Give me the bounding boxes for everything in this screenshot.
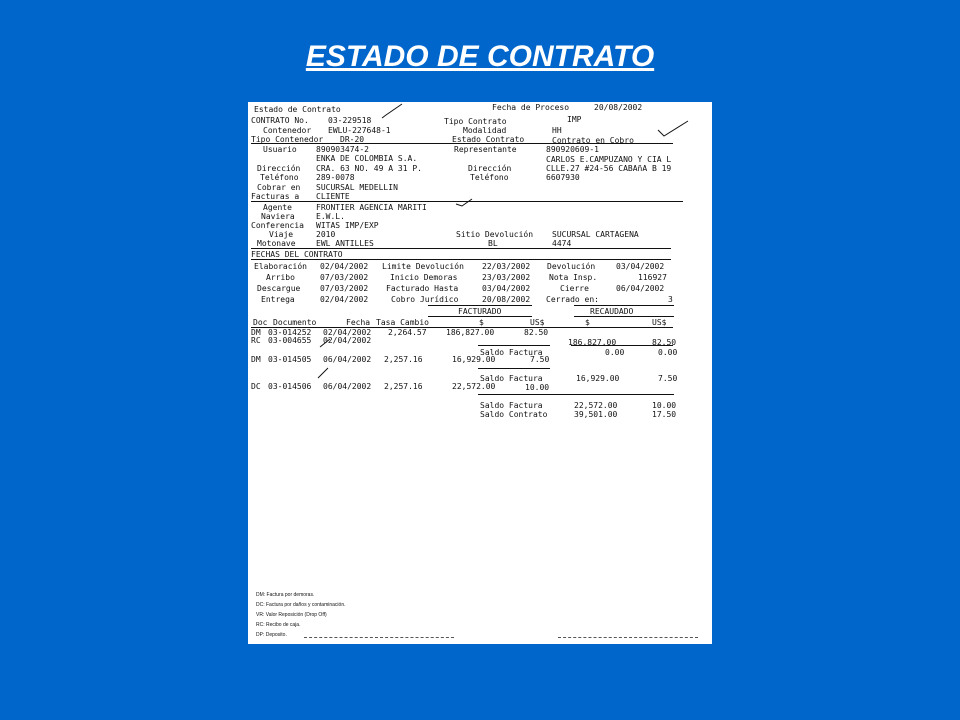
doc-heading: Estado de Contrato xyxy=(254,105,341,114)
facturado-rule xyxy=(428,305,532,306)
row-num: 03-004655 xyxy=(268,336,312,345)
row-doc: RC xyxy=(251,336,261,345)
row-fac-usd: 7.50 xyxy=(530,355,550,364)
conferencia-label: Conferencia xyxy=(251,221,304,230)
row-num: 03-014505 xyxy=(268,355,312,364)
contenedor-value: EWLU-227648-1 xyxy=(328,126,391,135)
legend-item: DC: Factura por daños y contaminación. xyxy=(256,602,346,608)
motonave-label: Motonave xyxy=(257,239,296,248)
cobrar-label: Cobrar en xyxy=(257,183,301,192)
divider xyxy=(478,368,550,369)
col-usd: US$ xyxy=(530,318,545,327)
tipo-contenedor-label: Tipo Contenedor xyxy=(251,135,324,144)
legend-item: DP: Deposito. xyxy=(256,632,287,638)
cobrar-value: SUCURSAL MEDELLIN xyxy=(316,183,398,192)
facturas-label: Facturas a xyxy=(251,192,300,201)
facturas-value: CLIENTE xyxy=(316,192,350,201)
facturado-hasta-value: 03/04/2002 xyxy=(482,284,531,293)
inicio-label: Inicio Demoras xyxy=(390,273,458,282)
contract-document xyxy=(248,102,712,644)
row-fac-usd: 10.00 xyxy=(525,383,550,392)
arribo-value: 07/03/2002 xyxy=(320,273,369,282)
fechas-heading: FECHAS DEL CONTRATO xyxy=(251,250,343,259)
modalidad-value: HH xyxy=(552,126,562,135)
saldo-usd: 0.00 xyxy=(658,348,678,357)
agente-value: FRONTIER AGENCIA MARITI xyxy=(316,203,427,212)
devolucion-label: Devolución xyxy=(547,262,596,271)
row-fecha: 02/04/2002 xyxy=(323,336,372,345)
legend-item: RC: Recibo de caja. xyxy=(256,622,301,628)
arribo-label: Arribo xyxy=(266,273,295,282)
direccion2-value: CLLE.27 #24-56 CABAñA B 19 xyxy=(546,164,672,173)
row-doc: DC xyxy=(251,382,261,391)
usuario-nombre: ENKA DE COLOMBIA S.A. xyxy=(316,154,418,163)
legend-item: DM: Factura por demoras. xyxy=(256,592,315,598)
saldo-label: Saldo Factura xyxy=(480,401,543,410)
representante-label: Representante xyxy=(454,145,517,154)
divider xyxy=(571,345,673,346)
representante-id: 890920609-1 xyxy=(546,145,599,154)
entrega-value: 02/04/2002 xyxy=(320,295,369,304)
descargue-label: Descargue xyxy=(257,284,301,293)
recaudado-heading: RECAUDADO xyxy=(590,307,634,316)
tipo-contrato-value: IMP xyxy=(567,115,582,124)
recaudado-rule xyxy=(574,305,674,306)
saldo-usd: 7.50 xyxy=(658,374,678,383)
facturado-rule xyxy=(428,316,532,317)
usuario-label: Usuario xyxy=(263,145,297,154)
telefono-value: 289-0078 xyxy=(316,173,355,182)
row-fac-usd: 82.50 xyxy=(524,328,549,337)
sitio-label: Sitio Devolución xyxy=(456,230,534,239)
direccion-value: CRA. 63 NO. 49 A 31 P. xyxy=(316,164,422,173)
telefono-label: Teléfono xyxy=(260,173,299,182)
representante-nombre: CARLOS E.CAMPUZANO Y CIA L xyxy=(546,155,672,164)
col-tasa: Tasa Cambio xyxy=(376,318,429,327)
col-pesos: $ xyxy=(479,318,484,327)
check-mark-icon xyxy=(656,118,692,140)
direccion2-label: Dirección xyxy=(468,164,512,173)
inicio-value: 23/03/2002 xyxy=(482,273,531,282)
row-tasa: 2,264.57 xyxy=(388,328,427,337)
limite-value: 22/03/2002 xyxy=(482,262,531,271)
telefono2-label: Teléfono xyxy=(470,173,509,182)
direccion-label: Dirección xyxy=(257,164,301,173)
bl-label: BL xyxy=(488,239,498,248)
motonave-value: EWL ANTILLES xyxy=(316,239,374,248)
nota-value: 116927 xyxy=(638,273,667,282)
col-pesos2: $ xyxy=(585,318,590,327)
row-doc: DM xyxy=(251,328,261,337)
fecha-proceso-value: 20/08/2002 xyxy=(594,103,643,112)
fecha-proceso-label: Fecha de Proceso xyxy=(492,103,570,112)
signature-line xyxy=(304,637,454,638)
naviera-label: Naviera xyxy=(261,212,295,221)
facturado-hasta-label: Facturado Hasta xyxy=(386,284,459,293)
saldo-label: Saldo Factura xyxy=(480,348,543,357)
row-fac-pesos: 22,572.00 xyxy=(452,382,496,391)
saldo-usd: 10.00 xyxy=(652,401,677,410)
cierre-value: 06/04/2002 xyxy=(616,284,665,293)
divider xyxy=(251,143,673,144)
tipo-contrato-label: Tipo Contrato xyxy=(444,117,507,126)
slide-title: ESTADO DE CONTRATO xyxy=(305,40,655,73)
row-fecha: 06/04/2002 xyxy=(323,355,372,364)
row-fecha: 02/04/2002 xyxy=(323,328,372,337)
saldo-pesos: 0.00 xyxy=(605,348,625,357)
signature-line xyxy=(558,637,698,638)
row-rec-usd: 82.50 xyxy=(652,338,677,347)
cobro-value: 20/08/2002 xyxy=(482,295,531,304)
entrega-label: Entrega xyxy=(261,295,295,304)
col-fecha: Fecha xyxy=(346,318,371,327)
descargue-value: 07/03/2002 xyxy=(320,284,369,293)
viaje-value: 2010 xyxy=(316,230,336,239)
col-documento: Documento xyxy=(273,318,317,327)
bl-value: 4474 xyxy=(552,239,572,248)
sitio-value: SUCURSAL CARTAGENA xyxy=(552,230,639,239)
contenedor-label: Contenedor xyxy=(263,126,312,135)
limite-label: Limite Devolución xyxy=(382,262,464,271)
row-tasa: 2,257.16 xyxy=(384,382,423,391)
cierre-label: Cierre xyxy=(560,284,589,293)
check-mark-icon xyxy=(316,366,330,380)
devolucion-value: 03/04/2002 xyxy=(616,262,665,271)
conferencia-value: WITAS IMP/EXP xyxy=(316,221,379,230)
row-doc: DM xyxy=(251,355,261,364)
divider xyxy=(251,259,671,260)
contrato-label: CONTRATO No. xyxy=(251,116,309,125)
contrato-value: 03-229518 xyxy=(328,116,372,125)
row-fac-pesos: 186,827.00 xyxy=(446,328,495,337)
row-num: 03-014506 xyxy=(268,382,312,391)
telefono2-value: 6607930 xyxy=(546,173,580,182)
viaje-label: Viaje xyxy=(269,230,294,239)
saldo-pesos: 16,929.00 xyxy=(576,374,620,383)
estado-contrato-label: Estado Contrato xyxy=(452,135,525,144)
saldo-pesos: 22,572.00 xyxy=(574,401,618,410)
cerrado-label: Cerrado en: xyxy=(546,295,599,304)
recaudado-rule xyxy=(574,316,674,317)
col-usd2: US$ xyxy=(652,318,667,327)
check-mark-icon xyxy=(318,337,332,349)
divider xyxy=(251,248,671,249)
row-num: 03-014252 xyxy=(268,328,312,337)
col-doc: Doc xyxy=(253,318,268,327)
divider xyxy=(478,394,674,395)
tipo-contenedor-value: DR-20 xyxy=(340,135,365,144)
agente-label: Agente xyxy=(263,203,292,212)
saldo-contrato-pesos: 39,501.00 xyxy=(574,410,618,419)
row-tasa: 2,257.16 xyxy=(384,355,423,364)
elaboracion-value: 02/04/2002 xyxy=(320,262,369,271)
naviera-value: E.W.L. xyxy=(316,212,345,221)
legend-item: VR: Valor Reposición (Drop Off) xyxy=(256,612,327,618)
row-fecha: 06/04/2002 xyxy=(323,382,372,391)
cerrado-value: 3 xyxy=(668,295,673,304)
cobro-label: Cobro Jurídico xyxy=(391,295,459,304)
modalidad-label: Modalidad xyxy=(463,126,507,135)
nota-label: Nota Insp. xyxy=(549,273,598,282)
check-mark-icon xyxy=(454,198,474,208)
check-mark-icon xyxy=(378,102,408,122)
saldo-contrato-label: Saldo Contrato xyxy=(480,410,548,419)
saldo-contrato-usd: 17.50 xyxy=(652,410,677,419)
row-rec-pesos: 186,827.00 xyxy=(568,338,617,347)
facturado-heading: FACTURADO xyxy=(458,307,502,316)
estado-contrato-value: Contrato en Cobro xyxy=(552,136,634,145)
saldo-label: Saldo Factura xyxy=(480,374,543,383)
elaboracion-label: Elaboración xyxy=(254,262,307,271)
usuario-id: 890903474-2 xyxy=(316,145,369,154)
row-fac-pesos: 16,929.00 xyxy=(452,355,496,364)
divider xyxy=(478,345,550,346)
